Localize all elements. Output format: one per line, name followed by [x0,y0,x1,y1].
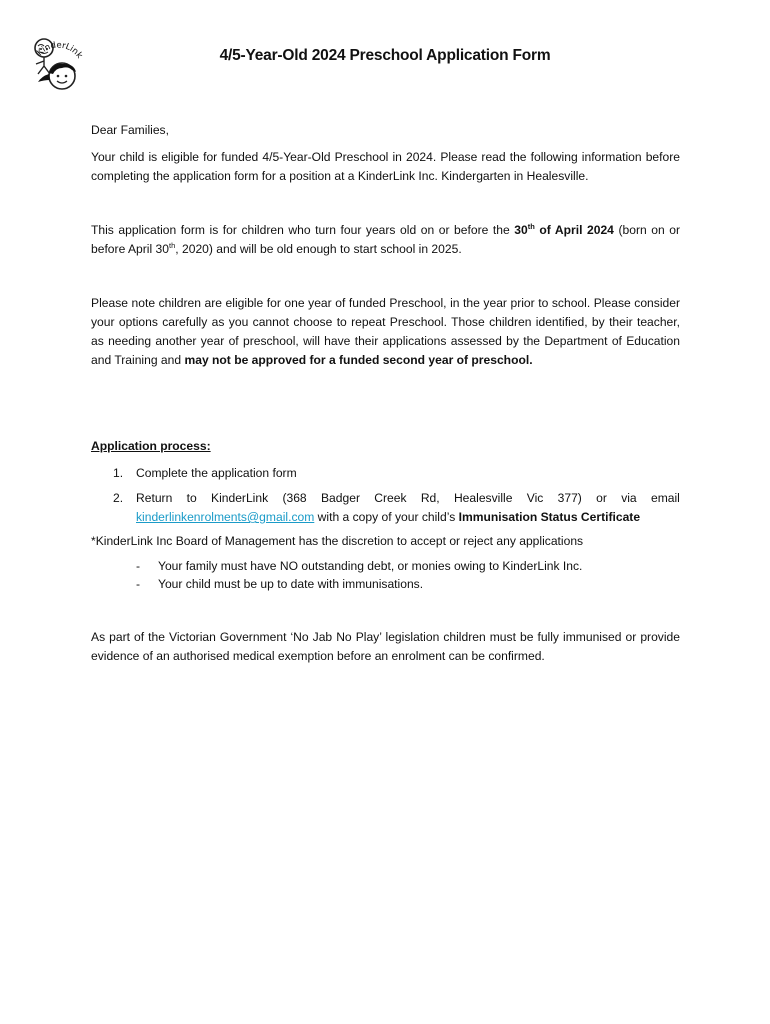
board-note: *KinderLink Inc Board of Management has the discretion to accept or reject any applications [91,534,584,548]
condition-item: - Your child must be up to date with immunisations. [136,577,424,591]
step-2-word: KinderLink [211,491,269,505]
step-2-word: via [621,491,637,505]
condition-text: Your family must have NO outstanding debt, or monies owing to KinderLink Inc. [158,559,583,573]
step-1-text: Complete the application form [136,466,297,480]
eligibility-part3: , 2020) and will be old enough to start school in 2025. [175,242,462,256]
immunisation-certificate: Immunisation Status Certificate [458,510,641,524]
step-2-word: email [650,491,680,505]
logo-text: KinderLink [35,40,85,61]
application-steps [91,464,680,527]
step-2-first-line [136,489,680,508]
step-2-word: Healesville [453,491,513,505]
note-paragraph [91,294,680,370]
condition-item: - Your family must have NO outstanding debt, or monies owing to KinderLink Inc. [136,559,583,573]
note-bold: may not be approved for a funded second year of preschool. [184,353,533,367]
intro-paragraph: Your child is eligible for funded 4/5-Year-Old Preschool in 2024. Please read the following information before completing the application form for a position at a KinderLink Inc. Kindergarten in Healesville. [91,150,680,183]
step-2-word: Badger [320,491,360,505]
step-2-word: Rd, [420,491,440,505]
letter-body [91,121,680,666]
enrolment-email-link[interactable]: kinderlinkenrolments@gmail.com [136,510,315,524]
note-text: Please note children are eligible for one year of funded Preschool, in the year prior to school. Please consider your options carefully as you cannot choose to repeat Preschool. Those children identified, by their teacher, as needing another year of preschool, will have their applications assessed by the Department of Education and Training and [91,296,680,367]
conditions-list [91,557,680,593]
greeting: Dear Families, [91,123,169,137]
legislation-paragraph: As part of the Victorian Government ‘No Jab No Play’ legislation children must be fully immunised or provide evidence of an authorised medical exemption before an enrolment can be confirmed. [91,630,680,663]
eligibility-paragraph: This application form is for children who turn four years old on or before the 30th of April 2024 (born on or before April 30th, 2020) and will be old enough to start school in 2025. [91,221,681,256]
step-2-word: Return [136,491,173,505]
step-item-1: 1. Complete the application form [113,466,297,480]
kinderlink-logo [24,26,90,96]
step-2-word: or [596,491,607,505]
kinderlink-logo-icon [24,26,90,96]
step-2-word: to [186,491,197,505]
application-process-heading: Application process: [91,439,211,453]
step-2-word: 377) [557,491,582,505]
eligibility-part1: This application form is for children who turn four years old on or before the [91,223,515,237]
step-item-2: 2. Return to KinderLink (368 Badger Creek Rd, Healesville Vic 377) or via email kinderlinkenrolments@gmail.com with a copy of your child’s Immunisation Status Certificate [113,491,680,524]
page-title: 4/5-Year-Old 2024 Preschool Application Form [219,47,551,64]
step-2-word: Creek [374,491,407,505]
eligibility-part2: (born on or before April 30 [91,223,681,256]
condition-text: Your child must be up to date with immunisations. [158,577,424,591]
eligibility-date: 30th of April 2024 [514,221,614,237]
step-2-word: (368 [282,491,307,505]
step-2-word: Vic [526,491,544,505]
